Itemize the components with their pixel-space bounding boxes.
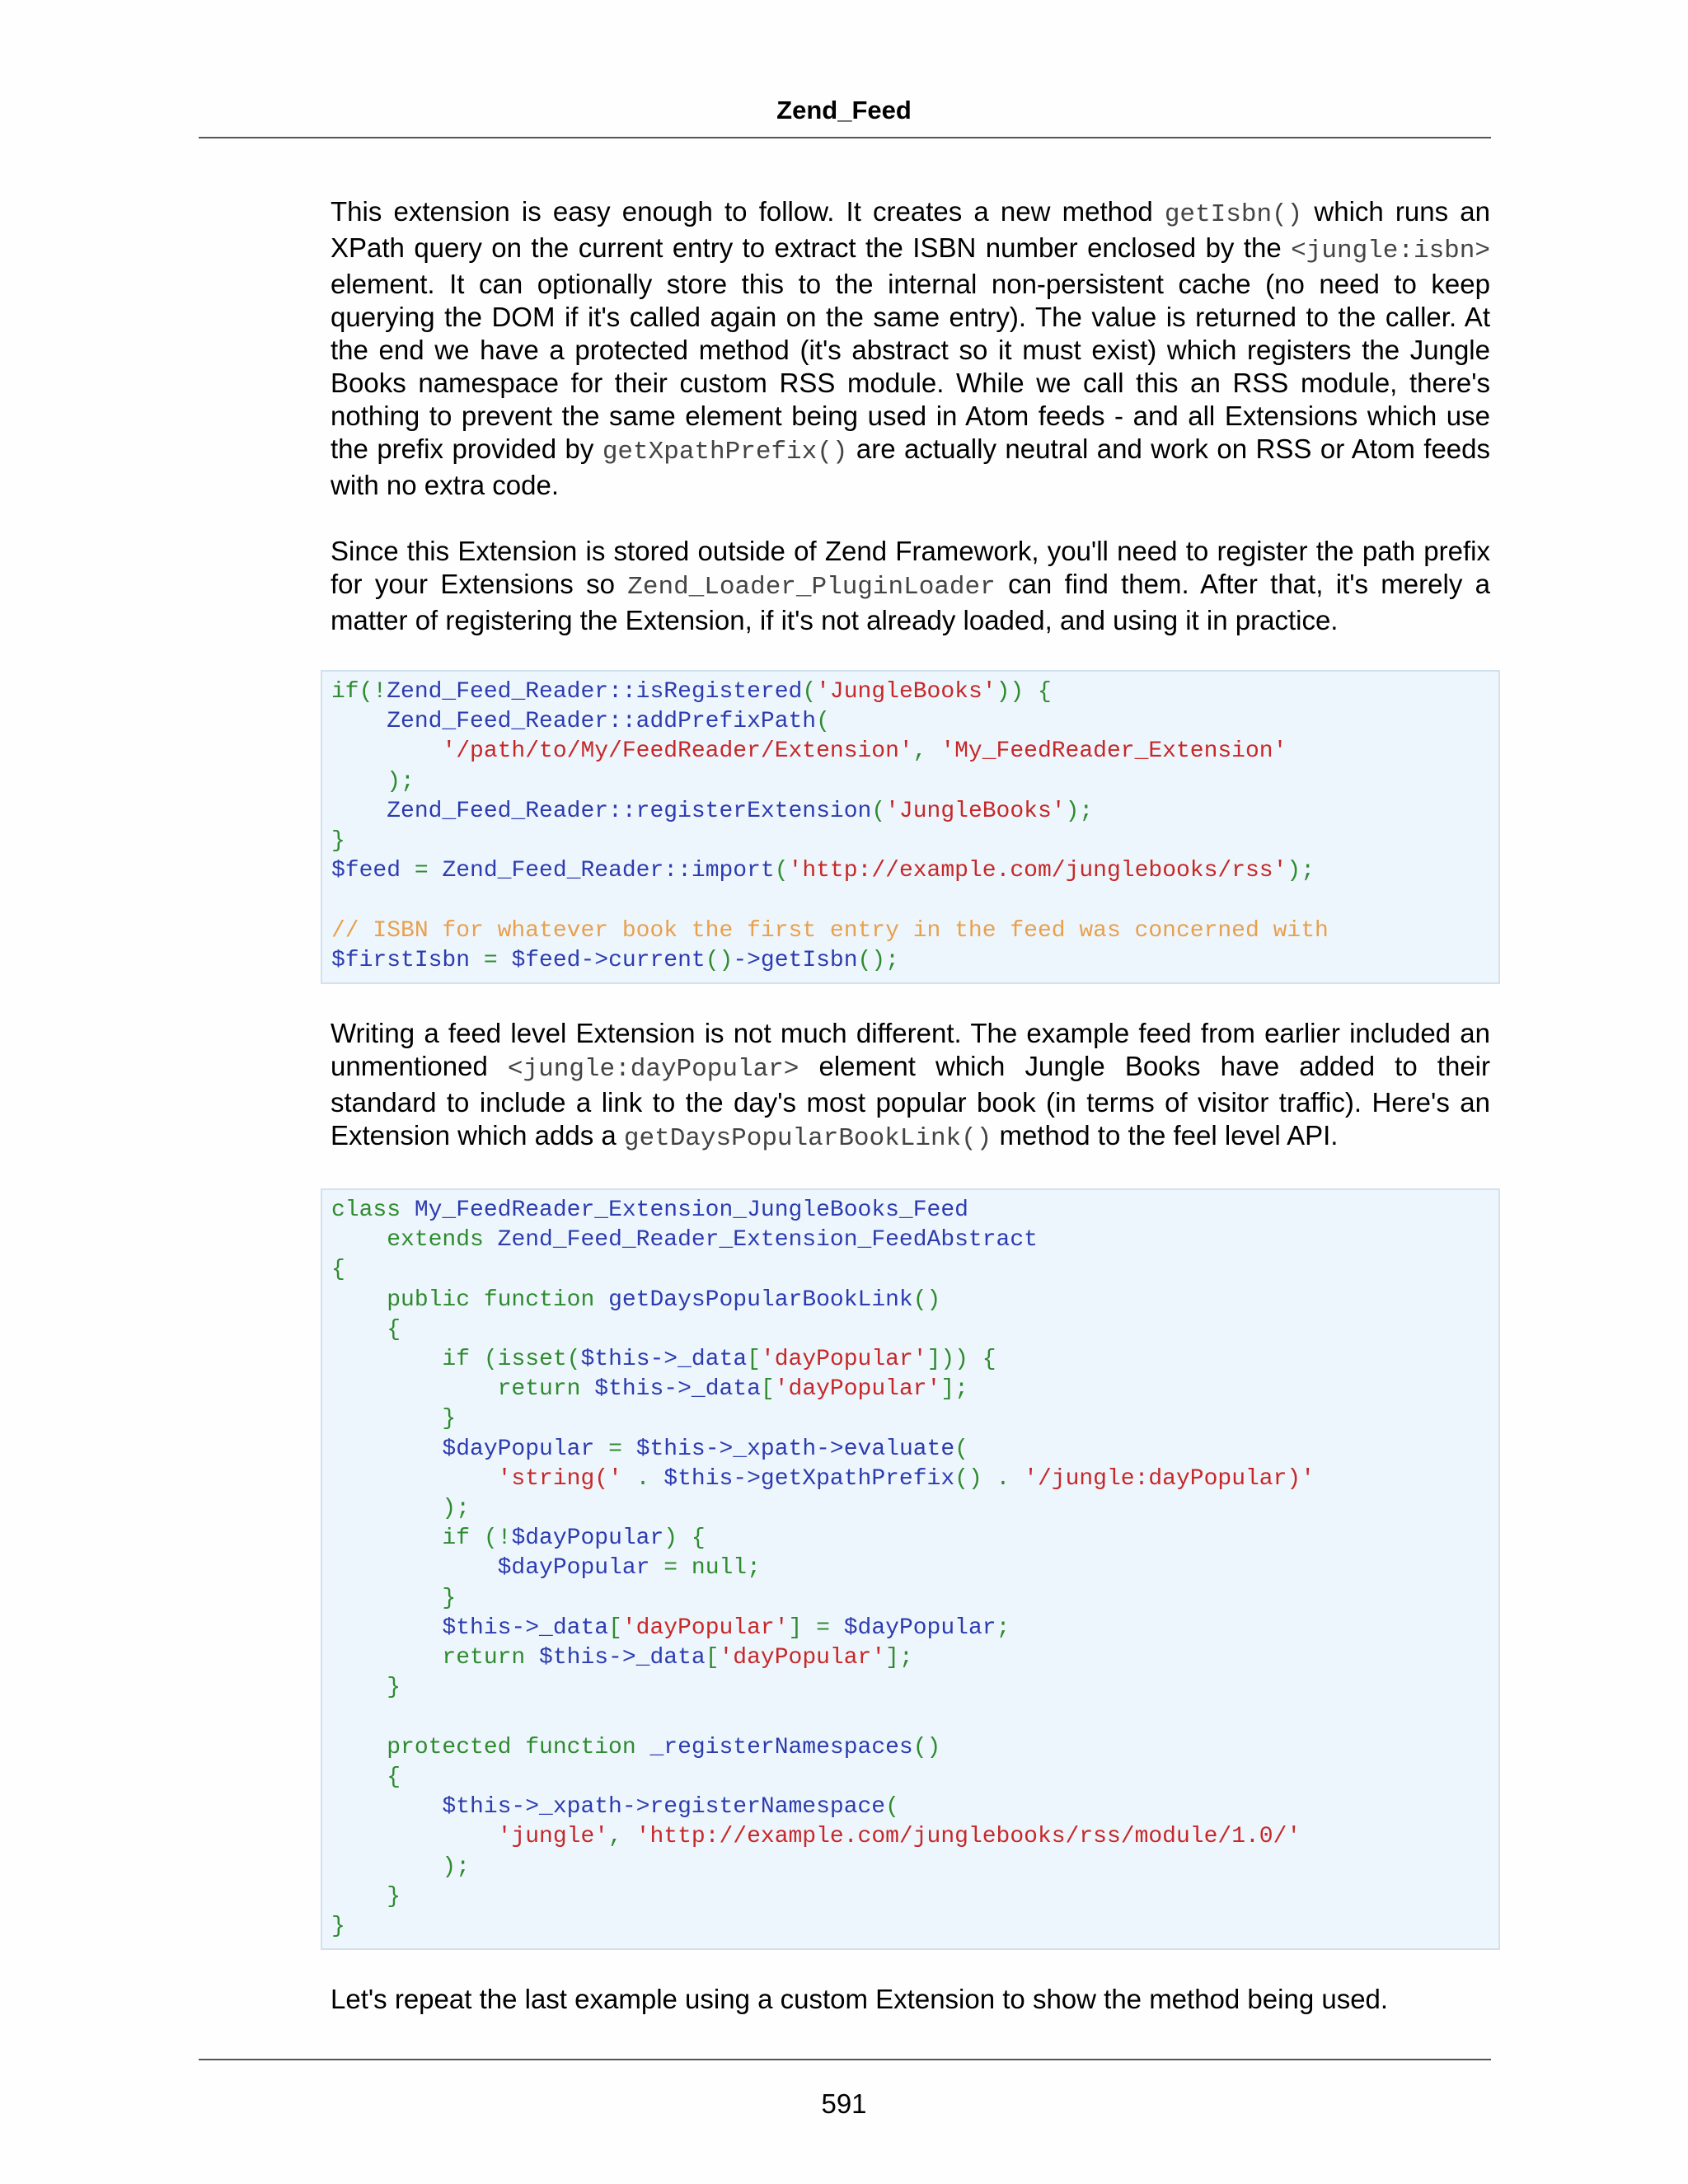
header-rule <box>199 137 1491 138</box>
code-token: } <box>331 1675 401 1701</box>
code-token: (! <box>483 1526 512 1552</box>
text-run: method to the feel level API. <box>992 1120 1339 1151</box>
text-run: Since this Extension is stored outside of Zend Framework, you'll need to register the path prefix for your Extensions so <box>331 536 1490 599</box>
code-token: return <box>331 1645 540 1671</box>
code-token: , <box>608 1824 636 1850</box>
code-line <box>331 1436 968 1462</box>
text-run: can find them. After that, it's merely a matter of registering the Extension, if it's not already loaded, and using it in practice. <box>331 569 1491 635</box>
code-line <box>331 1197 968 1223</box>
code-token: () <box>912 1734 941 1760</box>
code-token: Zend_Feed_Reader::isRegistered <box>387 679 803 705</box>
code-token: ); <box>1065 798 1094 824</box>
inline-code: Zend_Loader_PluginLoader <box>627 573 996 602</box>
code-line <box>331 1914 345 1939</box>
code-token: } <box>331 1585 457 1611</box>
text-run: element which Jungle Books have added to their standard to include a link to the day's most popular book (in terms of visitor traffic). Here's an Extension which adds a <box>331 1051 1490 1151</box>
code-token: 'dayPopular' <box>774 1376 941 1403</box>
code-token: 'http://example.com/junglebooks/rss' <box>788 858 1287 884</box>
code-token: } <box>331 1406 457 1432</box>
code-token: = <box>470 947 512 973</box>
code-line <box>331 828 345 854</box>
code-token: Zend_Feed_Reader_Extension_FeedAbstract <box>497 1227 1038 1254</box>
code-line <box>331 1645 913 1671</box>
code-token: ( <box>871 798 886 824</box>
code-token: ( <box>774 858 789 884</box>
code-token: { <box>331 1316 401 1343</box>
code-token: $this->_xpath->registerNamespace <box>331 1794 886 1821</box>
code-token: )) { <box>996 679 1052 705</box>
code-token: ); <box>331 1854 471 1880</box>
code-token: { <box>331 1764 401 1790</box>
code-token: $dayPopular <box>843 1615 996 1641</box>
code-line <box>331 769 415 794</box>
paragraph-feed-level-extension <box>331 1017 1490 1155</box>
code-line <box>331 679 1052 705</box>
code-line <box>331 1347 996 1372</box>
code-token: ] = <box>788 1615 844 1641</box>
code-line <box>331 709 830 734</box>
code-token: = <box>649 1555 692 1582</box>
code-token: = <box>401 858 443 884</box>
code-token: ( <box>802 679 817 705</box>
code-token: { <box>331 1257 345 1283</box>
footer-rule <box>199 2059 1491 2060</box>
code-line <box>331 1466 1315 1492</box>
code-token: ); <box>1287 858 1315 884</box>
code-line <box>331 918 1329 944</box>
code-token: ])) { <box>926 1347 996 1373</box>
code-line <box>331 1376 968 1402</box>
paragraph-repeat-example <box>331 1983 1490 2016</box>
code-token: ( <box>816 709 830 735</box>
code-token: } <box>331 1913 345 1939</box>
code-line <box>331 1317 401 1343</box>
code-line <box>331 1824 1301 1849</box>
text-run: Writing a feed level Extension is not much different. The example feed from earlier included an unmentioned <box>331 1018 1490 1082</box>
inline-code: getIsbn() <box>1164 200 1303 229</box>
code-token: 'JungleBooks' <box>816 679 996 705</box>
code-token: ->getIsbn <box>733 947 858 973</box>
code-token: 'http://example.com/junglebooks/rss/module/1.0/' <box>635 1824 1301 1850</box>
code-token: '/jungle:dayPopular)' <box>1024 1465 1315 1492</box>
paragraph-register-path-prefix <box>331 535 1490 637</box>
code-token: if(! <box>331 679 387 705</box>
code-line <box>331 1794 899 1820</box>
code-token: if <box>331 1347 484 1373</box>
inline-code: getDaysPopularBookLink() <box>623 1124 992 1154</box>
code-token: extends <box>331 1227 498 1254</box>
text-run: which runs an XPath query on the current entry to extract the ISBN number enclosed by the <box>331 196 1490 263</box>
code-token: 'My_FeedReader_Extension' <box>940 738 1287 765</box>
paragraph-isbn-extension-explanation <box>331 195 1490 502</box>
code-token: ( <box>483 1347 498 1373</box>
code-token: $dayPopular <box>511 1526 664 1552</box>
code-token: 'dayPopular' <box>621 1615 789 1641</box>
code-token: null <box>691 1555 748 1582</box>
code-token: (); <box>857 947 899 973</box>
code-token: 'string(' <box>331 1465 622 1492</box>
code-token: My_FeedReader_Extension_JungleBooks_Feed <box>414 1197 968 1224</box>
code-line <box>331 1854 470 1880</box>
code-token: return <box>331 1376 595 1403</box>
code-token: ]; <box>885 1645 913 1671</box>
inline-code: <jungle:isbn> <box>1291 237 1490 265</box>
code-line <box>331 1526 706 1551</box>
code-token: getDaysPopularBookLink <box>608 1286 913 1313</box>
code-token: 'JungleBooks' <box>885 798 1066 824</box>
code-token: $this->_data <box>594 1376 761 1403</box>
code-token: $this->_data <box>580 1347 748 1373</box>
code-token: $this->getXpathPrefix <box>663 1465 955 1492</box>
code-token: [ <box>705 1645 720 1671</box>
code-line <box>331 1615 1010 1641</box>
text-run: element. It can optionally store this to the internal non-persistent cache (no need to keep querying the DOM if it's called again on the same entry). The value is returned to the caller. At the end we have a protected method (it's abstract so it must exist) which registers the Jungle Books namespace for their custom RSS module. While we call this an RSS module, there's nothing to prevent the same element being used in Atom feeds - and all Extensions which use the prefix provided by <box>331 269 1490 464</box>
code-token: $feed->current <box>511 947 706 973</box>
code-token: ) { <box>663 1526 706 1552</box>
code-token: isset <box>497 1347 567 1373</box>
code-token: $firstIsbn <box>331 947 471 973</box>
code-token: Zend_Feed_Reader::addPrefixPath <box>331 709 817 735</box>
code-token: _registerNamespaces <box>649 1734 913 1760</box>
code-line <box>331 799 1093 824</box>
code-token: protected function <box>331 1734 650 1760</box>
text-run: Let's repeat the last example using a custom Extension to show the method being used. <box>331 1984 1389 2015</box>
code-token: ]; <box>940 1376 968 1403</box>
code-line <box>331 1586 456 1611</box>
code-line <box>331 1227 1038 1253</box>
code-token: ( <box>566 1347 581 1373</box>
code-line <box>331 1555 761 1581</box>
running-header-title: Zend_Feed <box>776 96 912 124</box>
page-content <box>331 195 1490 2049</box>
code-line <box>331 1287 940 1313</box>
code-token: Zend_Feed_Reader::registerExtension <box>331 798 872 824</box>
code-token: class <box>331 1197 415 1224</box>
code-line <box>331 738 1287 764</box>
code-token: 'dayPopular' <box>760 1347 927 1373</box>
code-block-feed-extension-class <box>321 1188 1500 1950</box>
code-token: // ISBN for whatever book the first entry in the feed was concerned with <box>331 917 1329 944</box>
code-token: if <box>331 1526 484 1552</box>
code-token: ; <box>747 1555 761 1582</box>
code-token: public function <box>331 1286 609 1313</box>
code-token: ); <box>331 768 415 794</box>
code-token: = <box>594 1436 636 1462</box>
code-token: $this->_data <box>539 1645 706 1671</box>
code-token: 'jungle' <box>331 1824 609 1850</box>
text-run: are actually neutral and work on RSS or Atom feeds with no extra code. <box>331 434 1491 500</box>
code-token: ( <box>885 1794 899 1821</box>
code-token: [ <box>760 1376 775 1403</box>
code-token: () <box>705 947 734 973</box>
code-token: [ <box>747 1347 761 1373</box>
code-token: '/path/to/My/FeedReader/Extension' <box>331 738 913 765</box>
code-token: Zend_Feed_Reader::import <box>442 858 775 884</box>
text-run: This extension is easy enough to follow. It creates a new method <box>331 196 1165 227</box>
code-line <box>331 948 899 973</box>
code-token: } <box>331 828 345 855</box>
inline-code: getXpathPrefix() <box>602 438 848 466</box>
inline-code: <jungle:dayPopular> <box>507 1055 799 1085</box>
code-line <box>331 1884 401 1910</box>
code-token: $dayPopular <box>331 1555 650 1582</box>
code-line <box>331 858 1315 883</box>
code-token: , <box>912 738 941 765</box>
code-token: () . <box>954 1465 1025 1492</box>
code-token: 'dayPopular' <box>719 1645 886 1671</box>
code-token: $dayPopular <box>331 1436 595 1462</box>
code-token: ; <box>996 1615 1010 1641</box>
code-block-register-extension <box>321 670 1500 984</box>
code-line <box>331 1675 401 1700</box>
code-token: $feed <box>331 858 401 884</box>
code-token: [ <box>608 1615 622 1641</box>
code-token: ( <box>954 1436 968 1462</box>
code-token: ); <box>331 1496 471 1522</box>
code-line <box>331 1257 345 1282</box>
code-line <box>331 1765 401 1790</box>
code-token: } <box>331 1883 401 1910</box>
code-token: $this->_data <box>331 1615 609 1641</box>
code-token: $this->_xpath->evaluate <box>635 1436 955 1462</box>
code-token: . <box>621 1465 664 1492</box>
code-line <box>331 1735 940 1760</box>
code-line <box>331 1406 456 1432</box>
code-line <box>331 1496 470 1521</box>
code-token: () <box>912 1286 941 1313</box>
page-number: 591 <box>821 2088 867 2119</box>
